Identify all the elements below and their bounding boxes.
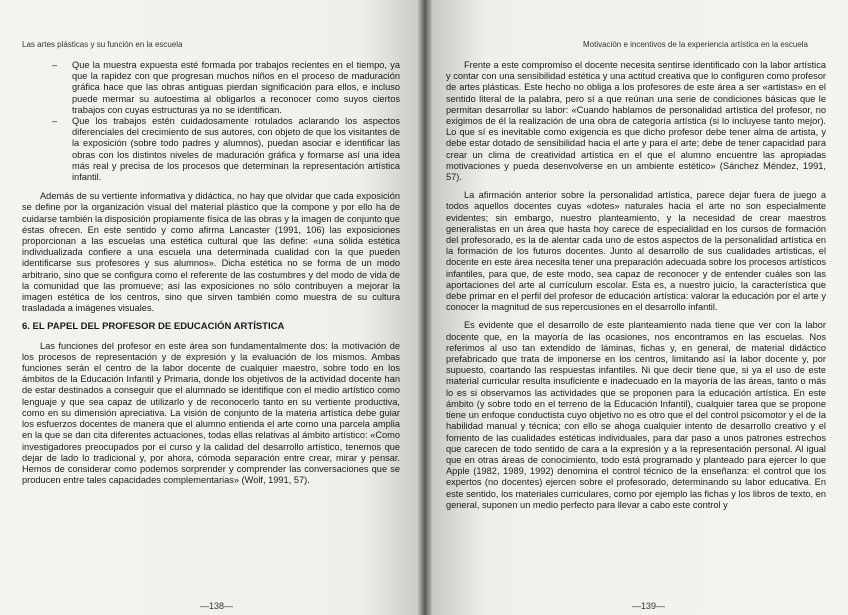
paragraph: La afirmación anterior sobre la personalidad artística, parece dejar fuera de juego a todos aquellos docentes cuyas «dotes» naturales hacia el arte no son especialmente evidentes; sin embargo, nuestro planteamiento, y la necesidad de crear maestros generalistas en un área que hasta hoy carece de especialidad en los cursos de formación del profesorado, es la de alentar cada uno de estos aspectos de la personalidad artística en la formación de los futuros docentes. Junto al desarrollo de sus cualidades artísticas, el docente en este área necesita tener una preparación adecuada sobre los procesos artísticos infantiles, para que, de este modo, sea capaz de reconocer y de entender cuáles son las aportaciones del arte al currículum escolar. Esta es, a nuestro juicio, la característica que debe primar en el perfil del profesor de educación artística: valorar la educación por el arte y conocer la magnitud de sus repercusiones en el desarrollo infantil. bbox=[446, 190, 827, 313]
bullet-list bbox=[22, 60, 400, 183]
section-heading: 6. EL PAPEL DEL PROFESOR DE EDUCACIÓN ARTÍSTICA bbox=[22, 321, 285, 333]
right-page bbox=[424, 0, 848, 615]
paragraph: Frente a este compromiso el docente necesita sentirse identificado con la labor artística y contar con una sensibilidad estética y una actitud creativa que lo configuren como profesor de artes plásticas. Este hecho no obliga a los profesores de este área a ser «artistas» en el sentido literal de la palabra, pero sí a que reúnan una serie de condiciones básicas que le permitan desarrollar su labor: «Cuando hablamos de personalidad artística del profesor, no exigimos de él la realización de una obra de categoría artística (si lo incluyese tanto mejor). Lo que sí es inevitable como exigencia es que dicho profesor debe tener alma de artista, y debe estar dotado de sensibilidad hacia el arte y para el arte; debe de tener capacidad para crear un clima de creatividad artística en el que el alumno encuentre las apropiadas motivaciones y pueda desenvolverse en un ambiente estético» (Sánchez Méndez, 1991, 57). bbox=[446, 60, 826, 183]
page-body bbox=[22, 60, 400, 493]
paragraph: Las funciones del profesor en este área son fundamentalmente dos: la motivación de los procesos de representación y de expresión y la evaluación de los mismos. Ambas funciones serán el centro de la labor docente de cualquier maestro, sobre todo en los ámbitos de la Educación Infantil y Primaria, donde los objetivos de la actividad docente han de estar destinados a conseguir que el alumnado se identifique con el medio artístico como lenguaje y que sea capaz de utilizarlo y de reconocerlo tanto en su vertiente productiva, como en su dimensión apreciativa. La visión de conjunto de la materia artística debe guiar los esfuerzos docentes de manera que el alumno entienda el arte como una parcela amplia en la que se dan cita diferentes actuaciones, todas ellas relativas al ámbito artístico: «Como investigadores preocupados por el curso y la calidad del desarrollo artístico, tenemos que dejar de lado lo tradicional y, por ahora, cómoda separación entre crear, mirar y pensar. Hemos de considerar como podemos sorprender y comprender las conversaciones que se producen entre tales capacidades complementarias» (Wolf, 1991, 57). bbox=[22, 340, 400, 486]
list-item: – Que la muestra expuesta esté formada por trabajos recientes en el tiempo, ya que la rapidez con que progresan muchos niños en el proceso de maduración gráfica hace que las obras antiguas pierdan significación para ellos, e incluso puede mermar su autoestima al obligarlos a reconocer como suyos ciertos trabajos con cuyas estructuras ya no se identifican. bbox=[52, 60, 400, 116]
list-item: – Que los trabajos estén cuidadosamente rotulados aclarando los aspectos diferenciales del crecimiento de sus autores, con objeto de que los visitantes de la exposición (sobre todo padres y alumnos), puedan asociar e identificar las obras con los distintos niveles de maduración gráfica y formarse así una idea más real y precisa de los procesos que determinan la representación artística infantil. bbox=[52, 116, 400, 183]
page-number: —138— bbox=[200, 601, 234, 611]
paragraph: Es evidente que el desarrollo de este planteamiento nada tiene que ver con la labor docente que, en la mayoría de las ocasiones, nos encontramos en las escuelas. Nos referimos al uso tan extendido de láminas, fichas y, en general, de material didáctico prefabricado que trata de imponerse en los centros, limitando así la labor docente y, por supuesto, coartando las respuestas infantiles. Ni que decir tiene que, si ya el uso de este material curricular resulta insuficiente e inadecuado en la mayoría de las áreas, tanto o más lo es si observamos las actividades que se proponen para la educación artística. En este ámbito (y sobre todo en el terreno de la Educación Infantil), cualquier tarea que se propone tiene un enfoque conductista cuyo objetivo no es otro que el del control psicomotor y el de la habilidad manual y técnica; con ello se ahoga cualquier intento de desarrollo creativo y el fomento de las cualidades estéticas individuales, para dar paso a unos patrones estrechos que carecen de todo sentido de cara a la expresión y a la representación personal. Al igual que en otras áreas de conocimiento, todo está programado y planteado para ejercer lo que Apple (1982, 1989, 1992) denomina el control técnico de la enseñanza: el control que los expertos (no docentes) ejercen sobre el profesorado, determinando su labor educativa. En este sentido, los materiales curriculares, como por ejemplo las fichas y los libros de texto, en general, suponen un medio perfecto para llevar a cabo este control y bbox=[446, 320, 826, 510]
running-head: Motivación e incentivos de la experiencia artística en la escuela bbox=[582, 40, 808, 49]
page-body bbox=[446, 60, 826, 518]
book-gutter bbox=[418, 0, 432, 615]
paragraph: Además de su vertiente informativa y didáctica, no hay que olvidar que cada exposición se define por la organización visual del material plástico que la compone y por ello ha de cuidarse también la disposición propiamente física de las obras y la imagen de conjunto que éstas ofrecen. En este sentido y como afirma Lancaster (1991, 106) las exposiciones proporcionan a las escuelas una estética cultural que las define: «una sólida estética individualizada confiere a una escuela una determinada cualidad con la que pueden identificarse sus profesores y sus alumnos». Dicha estética no se forma de un modo arbitrario, sino que se configura como el referente de las costumbres y del modo de vida de la comunidad que las promueve; así las exposiciones no sólo contribuyen a mejorar la imagen estética de los centros, sino que sirven también como muestra de su cultura trasladada a imágenes visuales. bbox=[22, 191, 400, 314]
page-number: —139— bbox=[632, 601, 666, 611]
running-head: Las artes plásticas y su función en la escuela bbox=[22, 40, 183, 49]
